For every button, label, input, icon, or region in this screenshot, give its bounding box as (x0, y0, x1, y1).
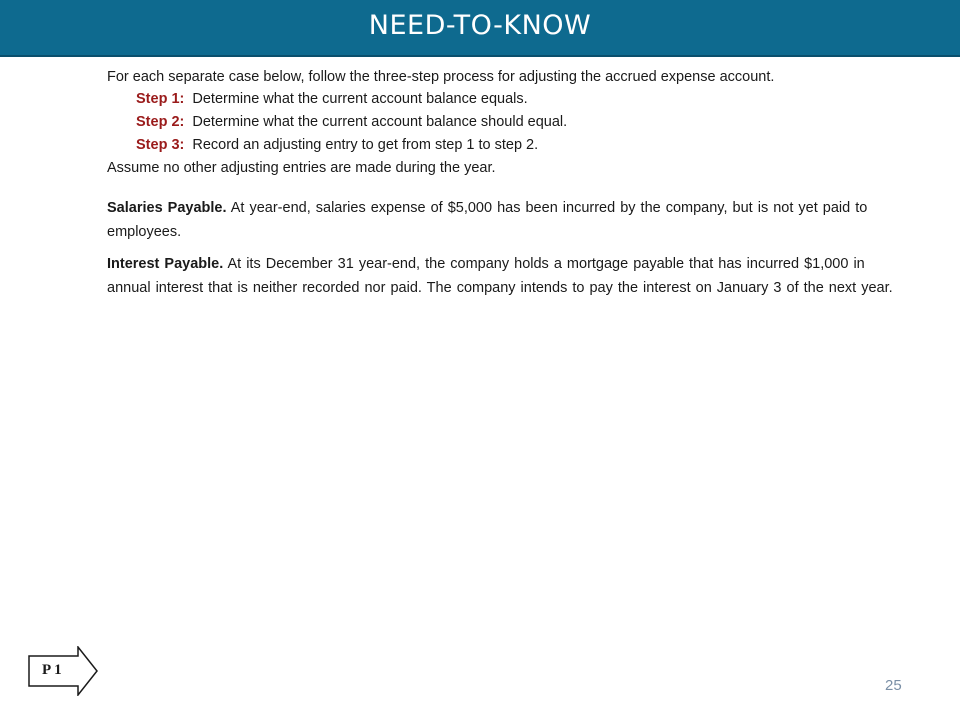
learning-objective-tag (28, 646, 98, 696)
step-item (136, 134, 907, 157)
step-label: Step 2: (136, 114, 185, 130)
step-text: Determine what the current account balance equals. (192, 91, 528, 107)
case-title: Interest Payable. (107, 256, 224, 272)
instructions-intro: For each separate case below, follow the three-step process for adjusting the accrued expense account. (107, 69, 775, 85)
step-label: Step 1: (136, 91, 185, 107)
step-text: Record an adjusting entry to get from step 1 to step 2. (192, 137, 539, 153)
step-label: Step 3: (136, 137, 185, 153)
step-text: Determine what the current account balance should equal. (192, 114, 568, 130)
steps-list (107, 88, 907, 157)
case-salaries-payable (107, 196, 907, 244)
page-title: NEED-TO-KNOW (368, 10, 592, 41)
page-number: 25 (885, 677, 902, 694)
case-interest-payable (107, 252, 907, 300)
header-bar (0, 0, 960, 57)
objective-label: P 1 (42, 662, 62, 678)
step-item (136, 111, 907, 134)
case-text: At year-end, salaries expense of $5,000 has been incurred by the company, but is not yet paid to employees. (107, 200, 868, 240)
case-text: At its December 31 year-end, the company holds a mortgage payable that has incurred $1,000 in annual interest that is neither recorded nor paid. The company intends to pay the interest on January 3 of the next year. (107, 256, 893, 296)
arrow-tag-icon (28, 646, 98, 696)
slide-content (107, 66, 907, 308)
case-title: Salaries Payable. (107, 200, 227, 216)
step-item (136, 88, 907, 111)
assumption-text: Assume no other adjusting entries are made during the year. (107, 160, 496, 176)
